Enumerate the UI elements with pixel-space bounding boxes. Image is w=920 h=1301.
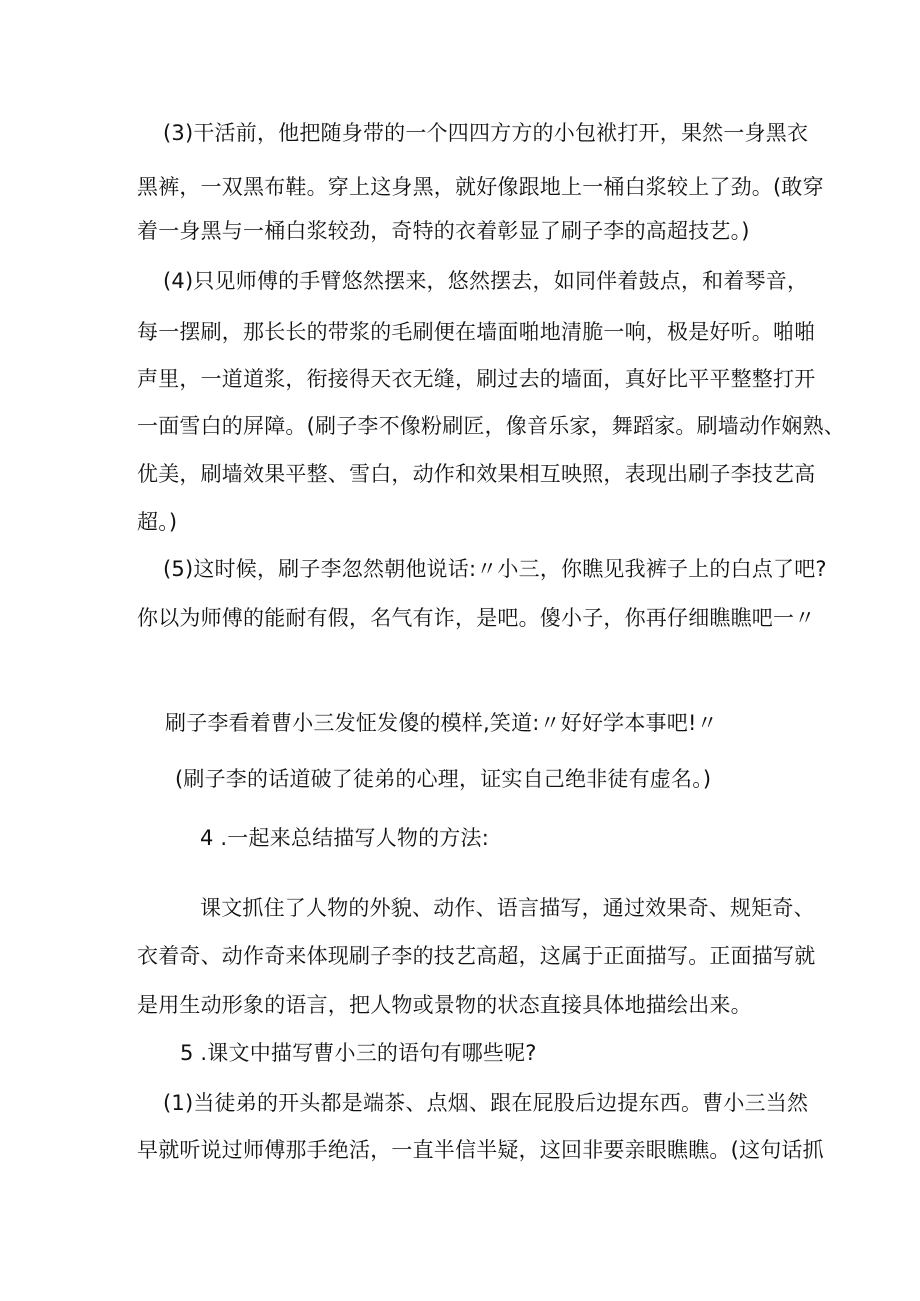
para4-line6: 超。): [137, 510, 178, 534]
para4-line3: 声里，一道道浆，衔接得天衣无缝，刷过去的墙面，真好比平平整整打开: [137, 367, 816, 391]
summary-line3: 是用生动形象的语言，把人物或景物的状态直接具体地描绘出来。: [137, 993, 752, 1017]
section-heading-5: 5 .课文中描写曹小三的语句有哪些呢?: [180, 1041, 537, 1065]
quote-comment: (刷子李的话道破了徒弟的心理，证实自己绝非徒有虚名。): [175, 767, 712, 791]
para4-line1: (4)只见师傅的手臂悠然摆来，悠然摆去，如同伴着鼓点，和着琴音，: [163, 269, 809, 293]
para3-line1: (3)干活前，他把随身带的一个四四方方的小包袱打开，果然一身黑衣: [163, 121, 809, 145]
para4-line2: 每一摆刷，那长长的带浆的毛刷便在墙面啪地清脆一响，极是好听。啪啪: [137, 320, 816, 344]
summary-line2: 衣着奇、动作奇来体现刷子李的技艺高超，这属于正面描写。正面描写就: [137, 944, 816, 968]
item1-line2: 早就听说过师傅那手绝活，一直半信半疑，这回非要亲眼瞧瞧。(这句话抓: [137, 1138, 824, 1162]
item1-line1: (1)当徒弟的开头都是端茶、点烟、跟在屁股后边提东西。曹小三当然: [163, 1091, 809, 1115]
para4-line5: 优美，刷墙效果平整、雪白，动作和效果相互映照，表现出刷子李技艺高: [137, 462, 816, 486]
section-heading-4: 4 .一起来总结描写人物的方法:: [200, 826, 489, 850]
quote-line: 刷子李看着曹小三发怔发傻的模样,笑道:〃好好学本事吧!〃: [165, 711, 718, 735]
para5-line1: (5)这时候，刷子李忽然朝他说话:〃小三，你瞧见我裤子上的白点了吧?: [163, 557, 827, 581]
para5-line2: 你以为师傅的能耐有假，名气有诈，是吧。傻小子，你再仔细瞧瞧吧一〃: [137, 606, 816, 630]
para3-line3: 着一身黑与一桶白浆较劲，奇特的衣着彰显了刷子李的高超技艺。): [137, 219, 750, 243]
summary-line1: 课文抓住了人物的外貌、动作、语言描写，通过效果奇、规矩奇、: [200, 896, 815, 920]
para3-line2: 黑裤，一双黑布鞋。穿上这身黑，就好像跟地上一桶白浆较上了劲。(敢穿: [137, 175, 824, 199]
para4-line4: 一面雪白的屏障。(刷子李不像粉刷匠，像音乐家，舞蹈家。刷墙动作娴熟、: [137, 414, 845, 438]
